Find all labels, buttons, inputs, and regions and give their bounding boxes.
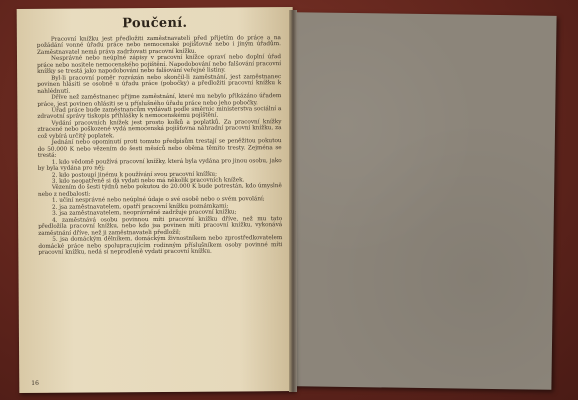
paragraph: Úřad práce bude zaměstnancům vydávati podle směrnic ministerstva sociální a zdravotní správy tiskopis příhlášky k nemocenskému pojištění. (37, 106, 282, 121)
paragraph: Vězením do šesti týdnů nebo pokutou do 20.000 K bude potrestán, kdo úmyslně nebo z nedbalosti: (37, 183, 282, 198)
page-title: Poučení. (122, 15, 188, 32)
list-item: 1. kdo vědomě používá pracovní knížky, která byla vydána pro jinou osobu, jako by byla vydána pro něj; (37, 157, 282, 172)
paragraph: Dříve než zaměstnanec přijme zaměstnání, které mu nebylo přikázáno úřadem práce, jest povinen ohlásiti se u příslušného úřadu práce nebo jeho pobočky. (37, 93, 282, 108)
paragraph: Nesprávné nebo neúplné zápisy v pracovní knížce opraví nebo doplní úřad práce nebo nositele nemocenského pojištění. Napodobování nebo falšování pracovní knížky se trestá jako napodobování nebo falšování veřejné listiny. (37, 54, 282, 76)
list-item: 2. kdo postoupí jinému k používání svou pracovní knížku; (51, 171, 218, 179)
paragraph: Jednání nebo opominutí proti tomuto předpisům trestají se peněžitou pokutou do 50.000 K nebo vězením do šesti měsíců nebo oběma těmito tresty. Zejména se trestá: (37, 138, 282, 159)
list-item: 3. kdo neopatřeně si dá vydati nebo má několik pracovních knížek. (51, 177, 245, 185)
paragraph: Byl-li pracovní poměr rozvázán nebo skončil-li zaměstnání, jest zaměstnanec povinen hlásiti se osobně u úřadu práce (pobočky) a předložiti pracovní knížku k nahlédnutí. (37, 73, 282, 95)
list-item: 4. zaměstnává osobu povinnou míti pracovní knížku dříve, než mu tato předložila pracovní knížku, nebo kdo jsa povinen míti pracovní knížku, vykonává zaměstnání dříve, než ji zaměstnavateli předložil; (38, 215, 283, 237)
back-cover-page (289, 12, 556, 390)
book-spine-gutter (289, 10, 297, 392)
list-item: 1. učiní nesprávné nebo neúplné údaje o své osobě nebo o svém povolání; (51, 196, 265, 205)
paragraph: Vydání pracovních knížek jest prosto kolků a poplatků. Za pracovní knížky ztracené nebo poškozené vydá nemocenská pojišťovna náhradní pracovní knížku, za což vybírá určitý poplatek. (37, 119, 282, 140)
instructions-text (37, 35, 283, 256)
instructions-page (17, 7, 296, 393)
list-item: 5. jsa domáckým dělníkem, domáckým živnostníkem nebo zprostředkovatelem domácké práce nebo spolupracujícím rodinným příslušníkem osoby povinné míti pracovní knížku, nedá si neprodleně vydati pracovní knížku. (38, 235, 283, 256)
list-item: 3. jsa zaměstnavatelem, neoprávněně zadržuje pracovní knížku; (52, 209, 237, 217)
list-item: 2. jsa zaměstnavatelem, opatří pracovní knížku poznámkami; (52, 203, 229, 211)
paragraph: Pracovní knížku jest předložiti zaměstnavateli před přijetím do práce a na požádání vonné úřadu práce nebo nemocenské pojišťovně nebo i jiným úřadům. Zaměstnavatel nemá práva zadržovati pracovní knížku. (36, 35, 281, 56)
page-number: 16 (31, 379, 39, 387)
